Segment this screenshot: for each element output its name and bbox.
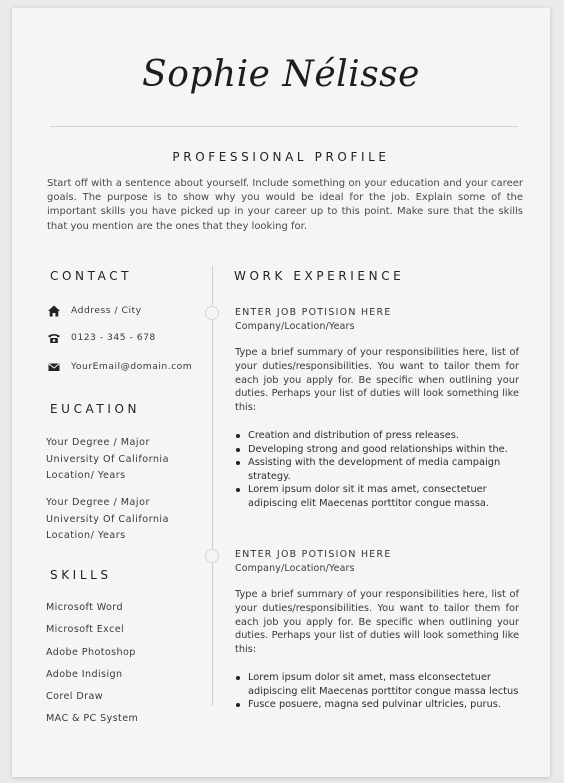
skill-item: MAC & PC System — [46, 713, 139, 724]
timeline-marker — [205, 549, 219, 563]
duty-item: Developing strong and good relationships within the. — [235, 443, 519, 457]
skill-item: Microsoft Excel — [46, 624, 125, 635]
duty-item: Lorem ipsum dolor sit it mas amet, consectetuer adipiscing elit Maecenas porttitor congue massa. — [235, 483, 519, 510]
education-location: Location/ Years — [46, 470, 126, 482]
education-degree: Your Degree / Major — [46, 437, 150, 448]
job-company: Company/Location/Years — [235, 321, 355, 332]
skill-item: Adobe Indisign — [46, 669, 123, 680]
skill-item: Adobe Photoshop — [46, 647, 136, 658]
job-summary: Type a brief summary of your responsibilities here, list of your duties/responsibilities. You want to tailor them for each job you apply for. Be specific when outlining your duties. Perhaps your list of duties will look something like this: — [235, 589, 519, 656]
work-heading: WORK EXPERIENCE — [234, 269, 405, 283]
timeline-line — [212, 266, 213, 706]
home-icon — [47, 304, 61, 318]
skill-item: Corel Draw — [46, 691, 103, 702]
job-duties-list — [235, 671, 519, 712]
profile-text: Start off with a sentence about yourself. Include something on your education and your career goals. The purpose is to show why you would be ideal for the job. Explain some of the important skills you have picked up in your career up to this point. Make sure that the skills that you mention are the ones that they looking for. — [47, 178, 523, 232]
job-title: ENTER JOB POTISION HERE — [235, 307, 392, 318]
duty-item: Assisting with the development of media campaign strategy. — [235, 456, 519, 483]
education-entry — [46, 435, 169, 485]
education-heading: EUCATION — [50, 402, 141, 416]
job-duties-list — [235, 429, 519, 511]
contact-phone-text: 0123 - 345 - 678 — [71, 332, 156, 343]
education-school: University Of California — [46, 513, 169, 525]
education-degree: Your Degree / Major — [46, 497, 150, 508]
education-entry — [46, 495, 169, 545]
resume-name: Sophie Nélisse — [142, 54, 420, 95]
education-location: Location/ Years — [46, 530, 126, 542]
skill-item: Microsoft Word — [46, 602, 123, 613]
job-summary: Type a brief summary of your responsibilities here, list of your duties/responsibilities. You want to tailor them for each job you apply for. Be specific when outlining your duties. Perhaps your list of duties will look something like this: — [235, 347, 519, 414]
envelope-icon — [47, 360, 61, 374]
timeline-marker — [205, 306, 219, 320]
duty-item: Lorem ipsum dolor sit amet, mass elconsectetuer adipiscing elit Maecenas porttitor congue massa lectus — [235, 671, 519, 698]
resume-page — [12, 8, 550, 777]
contact-email-text: YourEmail@domain.com — [71, 361, 193, 372]
duty-item: Fusce posuere, magna sed pulvinar ultricies, purus. — [235, 698, 519, 712]
phone-icon — [47, 331, 61, 345]
skills-heading: SKILLS — [50, 568, 112, 582]
job-title: ENTER JOB POTISION HERE — [235, 549, 392, 560]
contact-heading: CONTACT — [50, 269, 133, 283]
header-divider — [50, 126, 518, 127]
contact-address-text: Address / City — [71, 305, 142, 316]
profile-heading: PROFESSIONAL PROFILE — [172, 150, 390, 164]
duty-item: Creation and distribution of press releases. — [235, 429, 519, 443]
job-company: Company/Location/Years — [235, 563, 355, 574]
education-school: University Of California — [46, 453, 169, 465]
